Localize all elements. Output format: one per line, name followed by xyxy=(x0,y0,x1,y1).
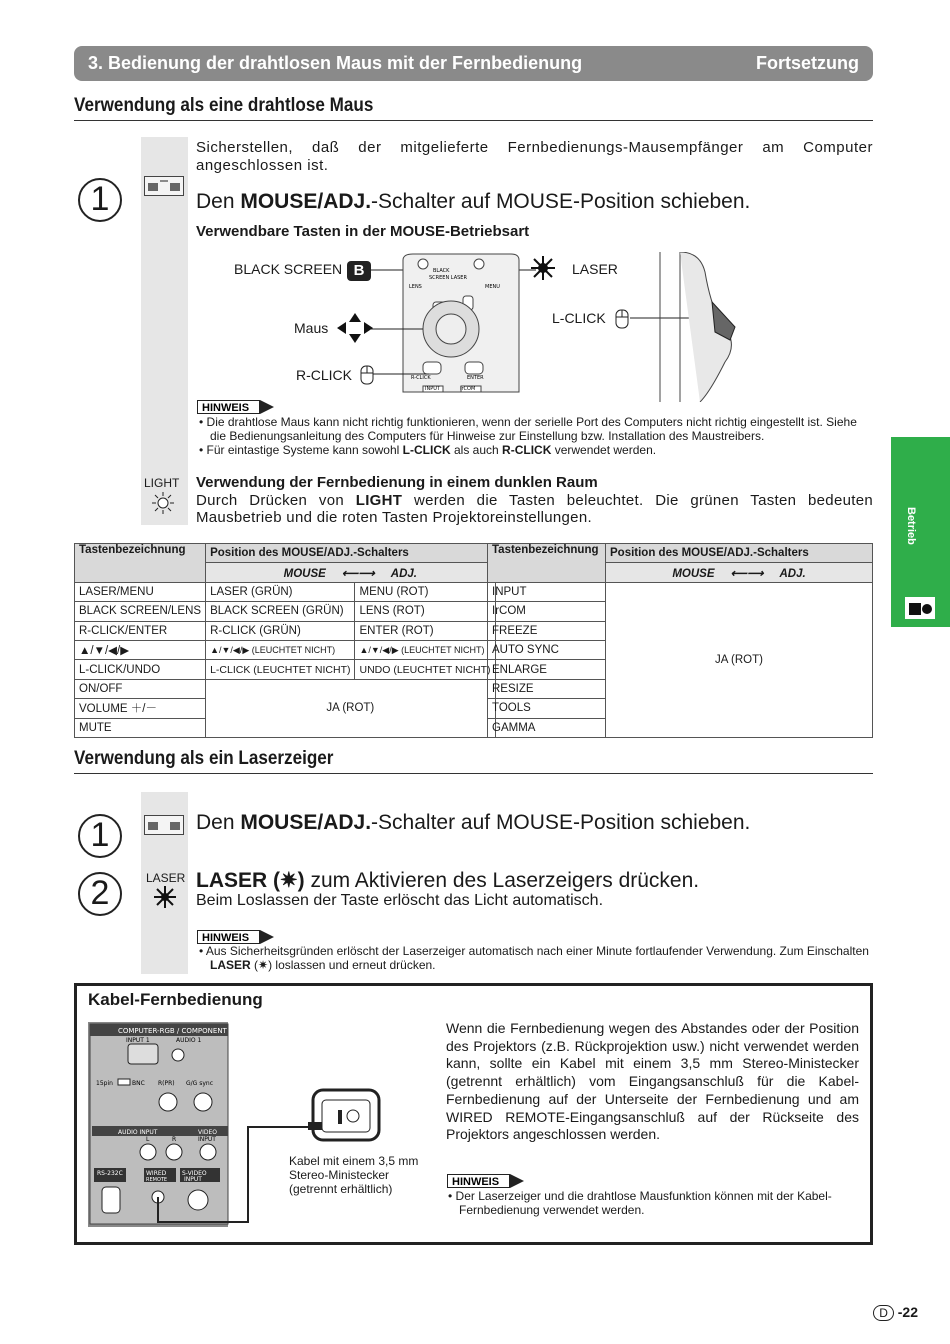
note2-mid: als auch xyxy=(450,443,503,457)
step-number: 1 xyxy=(78,814,122,858)
cell: LENS (ROT) xyxy=(355,602,495,621)
light-label: LIGHT xyxy=(144,476,180,490)
mouse-adj-switch-icon xyxy=(144,176,184,196)
note-item: • Für eintastige Systeme kann sowohl L-CLICK als auch R-CLICK verwendet werden. xyxy=(199,443,657,457)
section2-heading: Verwendung als ein Laserzeiger xyxy=(74,748,334,769)
note2-pre: Für eintastige Systeme kann sowohl xyxy=(206,443,403,457)
hinweis-label: HINWEIS xyxy=(202,402,250,414)
note2-b2: R-CLICK xyxy=(502,443,552,457)
laser-burst-icon xyxy=(531,256,555,280)
cell: ▲/▼/◀/▶ (LEUCHTET NICHT) xyxy=(355,640,495,659)
mouse-adj-switch-icon xyxy=(144,815,184,835)
keys-title: Verwendbare Tasten in der MOUSE-Betriebsart xyxy=(196,223,530,240)
laser-inline-icon: ✷ xyxy=(280,869,298,892)
merged-cell: JA (ROT) xyxy=(606,582,873,737)
merged-cell: JA (ROT) xyxy=(206,679,495,737)
step-number: 1 xyxy=(78,178,122,222)
cell: LASER/MENU xyxy=(75,582,206,601)
switch-row xyxy=(206,563,495,582)
instr-post: -Schalter auf MOUSE-Position schieben. xyxy=(371,811,751,834)
remote-lbl-lens: LENS xyxy=(409,284,422,290)
cell: ENTER (ROT) xyxy=(355,621,495,640)
remote-side-view xyxy=(630,252,745,402)
panel-lbl-r: R xyxy=(172,1136,177,1143)
light-title: Verwendung der Fernbedienung in einem dunklen Raum xyxy=(196,474,598,491)
projector-rear-panel xyxy=(88,1022,438,1227)
panel-lbl-input1: INPUT 1 xyxy=(126,1037,150,1044)
table-row xyxy=(75,582,496,601)
cell: ENLARGE xyxy=(488,660,606,679)
light-text xyxy=(196,492,873,526)
cable-caption: Kabel mit einem 3,5 mm Stereo-Ministecker (getrennt erhältlich) xyxy=(289,1154,419,1196)
cell: BLACK SCREEN (GRÜN) xyxy=(206,602,355,621)
section1-rule xyxy=(74,120,873,121)
note-list xyxy=(199,415,875,457)
cell: UNDO (LEUCHTET NICHT) xyxy=(355,660,495,679)
cell: RESIZE xyxy=(488,679,606,698)
col-key-name: Tastenbezeichnung xyxy=(75,544,206,583)
cell: L-CLICK/UNDO xyxy=(75,660,206,679)
note2-b1: L-CLICK xyxy=(402,443,451,457)
intro-text: Sicherstellen, daß der mitgelieferte Fernbedienungs-Mausempfänger am Computer angeschlossen ist. xyxy=(196,139,873,174)
hinweis-badge xyxy=(197,930,275,944)
label-black-screen: BLACK SCREEN xyxy=(234,261,343,277)
sw-mouse: MOUSE xyxy=(283,567,326,580)
cell: AUTO SYNC xyxy=(488,640,606,659)
label-l-click: L-CLICK xyxy=(552,310,606,326)
laser-burst-icon xyxy=(154,886,176,908)
panel-lbl-svideo: S-VIDEO xyxy=(182,1170,207,1177)
panel-lbl-rpr: R(PR) xyxy=(158,1080,175,1087)
hinweis-label: HINWEIS xyxy=(202,932,250,944)
laser-instruction xyxy=(196,868,699,893)
panel-lbl-wired: WIRED xyxy=(146,1170,167,1177)
b-key-icon: B xyxy=(347,261,371,281)
sw-adj: ADJ. xyxy=(390,567,417,580)
table-row xyxy=(75,640,496,659)
remote-lbl-rclick: R-CLICK xyxy=(411,375,431,381)
note1-text: Die drahtlose Maus kann nicht richtig funktionieren, wenn der serielle Port des Computers nicht richtig eingestellt ist. Siehe die Bedienungsanleitung des Computers für Hinweise zur Einstellung bzw. Installation des Maustreibers. xyxy=(206,415,857,443)
light-bulb-icon xyxy=(152,492,174,514)
remote-lbl-enter: ENTER xyxy=(467,375,484,381)
sw-arrow: ⟵⟶ xyxy=(341,567,375,580)
cell: FREEZE xyxy=(488,621,606,640)
sw-arrow: ⟵⟶ xyxy=(730,567,764,580)
panel-lbl-audio1: AUDIO 1 xyxy=(176,1037,202,1044)
col-switch-position: Position des MOUSE/ADJ.-Schalters xyxy=(206,544,495,563)
panel-lbl-video: VIDEO xyxy=(198,1129,218,1136)
note-bold: LASER xyxy=(210,958,251,972)
note-item: • Die drahtlose Maus kann nicht richtig funktionieren, wenn der serielle Port des Computers nicht richtig eingestellt ist. Siehe die Bedienungsanleitung des Computers für Hinweise zur Einstellung bzw. Installation des Maustreibers. xyxy=(199,415,857,443)
instr2-bold: LASER ( xyxy=(196,869,280,892)
panel-lbl-svinput: INPUT xyxy=(184,1176,202,1183)
instr-bold: MOUSE/ADJ. xyxy=(240,190,372,213)
section2-rule xyxy=(74,773,873,774)
kabel-note-text: Der Laserzeiger und die drahtlose Mausfunktion können mit der Kabel-Fernbedienung verwendet werden. xyxy=(455,1189,832,1217)
instruction-line xyxy=(196,190,750,214)
instr-post: -Schalter auf MOUSE-Position schieben. xyxy=(371,190,751,213)
label-r-click: R-CLICK xyxy=(296,367,353,383)
keys-table-right xyxy=(487,543,873,738)
section-header-bar xyxy=(74,46,873,81)
cell: MENU (ROT) xyxy=(355,582,495,601)
remote-lbl-menu: MENU xyxy=(485,284,500,290)
light-pre: Durch Drücken von xyxy=(196,492,356,509)
cell: ▲/▼/◀/▶ (LEUCHTET NICHT) xyxy=(206,640,355,659)
panel-lbl-vinput: INPUT xyxy=(198,1136,216,1143)
cell: BLACK SCREEN/LENS xyxy=(75,602,206,621)
keys-table-left xyxy=(74,543,496,738)
sw-adj: ADJ. xyxy=(779,567,806,580)
light-post: werden die Tasten beleuchtet. Die grünen Tasten bedeuten Mausbetrieb und die roten Tasten Projektoreinstellungen. xyxy=(196,492,873,526)
cell: R-CLICK (GRÜN) xyxy=(206,621,355,640)
section-title: 3. Bedienung der drahtlosen Maus mit der Fernbedienung xyxy=(88,53,583,73)
panel-lbl-l: L xyxy=(146,1136,150,1143)
mouse-right-icon xyxy=(360,365,374,385)
arrow-keys-icon xyxy=(335,313,375,343)
cell: MUTE xyxy=(75,718,206,737)
label-maus: Maus xyxy=(294,320,329,336)
table-row xyxy=(75,679,496,698)
col-key-name: Tastenbezeichnung xyxy=(488,544,606,583)
laser-sub: Beim Loslassen der Taste erlöscht das Licht automatisch. xyxy=(196,892,604,909)
table-row xyxy=(75,621,496,640)
step-number: 2 xyxy=(78,872,122,916)
cell: LASER (GRÜN) xyxy=(206,582,355,601)
instr2-bold-end: ) xyxy=(297,869,305,892)
cell: VOLUME ＋/－ xyxy=(75,699,206,718)
cell: ON/OFF xyxy=(75,679,206,698)
instr-pre: Den xyxy=(196,190,241,213)
light-bold: LIGHT xyxy=(355,492,403,509)
note-pre: Aus Sicherheitsgründen erlöscht der Laserzeiger automatisch nach einer Minute fortlaufender Verwendung. Zum Einschalten xyxy=(205,944,869,958)
panel-lbl-rgb: COMPUTER-RGB / COMPONENT xyxy=(118,1027,227,1035)
remote-lbl-black: BLACK xyxy=(433,268,450,274)
cell: L-CLICK (LEUCHTET NICHT) xyxy=(206,660,355,679)
page-number xyxy=(873,1304,918,1321)
table-row xyxy=(75,602,496,621)
note2-post: verwendet werden. xyxy=(551,443,657,457)
panel-lbl-rs232: RS-232C xyxy=(97,1170,123,1177)
instr-bold: MOUSE/ADJ. xyxy=(240,811,372,834)
panel-lbl-audio-input: AUDIO INPUT xyxy=(118,1129,158,1136)
remote-lbl-screen: SCREEN LASER xyxy=(429,275,467,281)
side-tab-label: Betrieb xyxy=(905,507,917,545)
note-item: • Aus Sicherheitsgründen erlöscht der Laserzeiger automatisch nach einer Minute fortlaufender Verwendung. Zum Einschalten LASER (✷) loslassen und erneut drücken. xyxy=(199,944,869,972)
table-row xyxy=(488,582,873,601)
cell: TOOLS xyxy=(488,699,606,718)
hinweis-label: HINWEIS xyxy=(452,1176,500,1188)
panel-lbl-15pin: 15pin xyxy=(96,1080,113,1087)
remote-lbl-input: INPUT xyxy=(425,386,440,392)
label-laser: LASER xyxy=(572,261,618,277)
panel-lbl-gsync: G/G sync xyxy=(186,1080,214,1087)
d-badge: D xyxy=(873,1305,894,1321)
panel-lbl-bnc: BNC xyxy=(132,1080,145,1087)
section1-heading: Verwendung als eine drahtlose Maus xyxy=(74,95,374,116)
kabel-title: Kabel-Fernbedienung xyxy=(88,990,263,1009)
cell: R-CLICK/ENTER xyxy=(75,621,206,640)
panel-lbl-remote: REMOTE xyxy=(146,1177,168,1183)
hinweis-badge xyxy=(197,400,275,414)
page-num-text: -22 xyxy=(897,1304,918,1320)
note-post: loslassen und erneut drücken. xyxy=(272,958,436,972)
instr2-post: zum Aktivieren des Laserzeigers drücken. xyxy=(304,869,700,892)
cell: ▲/▼/◀/▶ xyxy=(75,640,206,659)
col-switch-position: Position des MOUSE/ADJ.-Schalters xyxy=(606,544,873,563)
note-item: • Der Laserzeiger und die drahtlose Mausfunktion können mit der Kabel-Fernbedienung verwendet werden. xyxy=(448,1189,832,1217)
kabel-text: Wenn die Fernbedienung wegen des Abstandes oder der Position des Projektors (z.B. Rückprojektion usw.) nicht verwendet werden kann, sollte ein Kabel mit einem 3,5 mm Stereo-Ministecker (getrennt erhältlich) vom Eingangsanschluß für die Kabel-Fernbedienung auf der Unterseite der Fernbedienung und am WIRED REMOTE-Eingangsanschluß auf der Rückseite des Projektors angeschlossen werden. xyxy=(446,1020,859,1143)
laser-inline-icon: ✷ xyxy=(258,958,269,972)
hinweis-badge xyxy=(447,1174,525,1188)
projector-icon xyxy=(905,597,935,619)
sw-mouse: MOUSE xyxy=(672,567,715,580)
continued-label: Fortsetzung xyxy=(756,53,859,73)
table-row xyxy=(75,660,496,679)
instruction-line xyxy=(196,811,750,835)
side-tab-betrieb[interactable] xyxy=(891,437,950,627)
mouse-left-icon xyxy=(615,309,629,329)
instr-pre: Den xyxy=(196,811,241,834)
cell: INPUT xyxy=(488,582,606,601)
switch-row xyxy=(606,563,873,582)
cell: GAMMA xyxy=(488,718,606,737)
cell: IrCOM xyxy=(488,602,606,621)
remote-lbl-ircom: IrCOM xyxy=(460,386,476,392)
laser-label: LASER xyxy=(146,871,186,885)
